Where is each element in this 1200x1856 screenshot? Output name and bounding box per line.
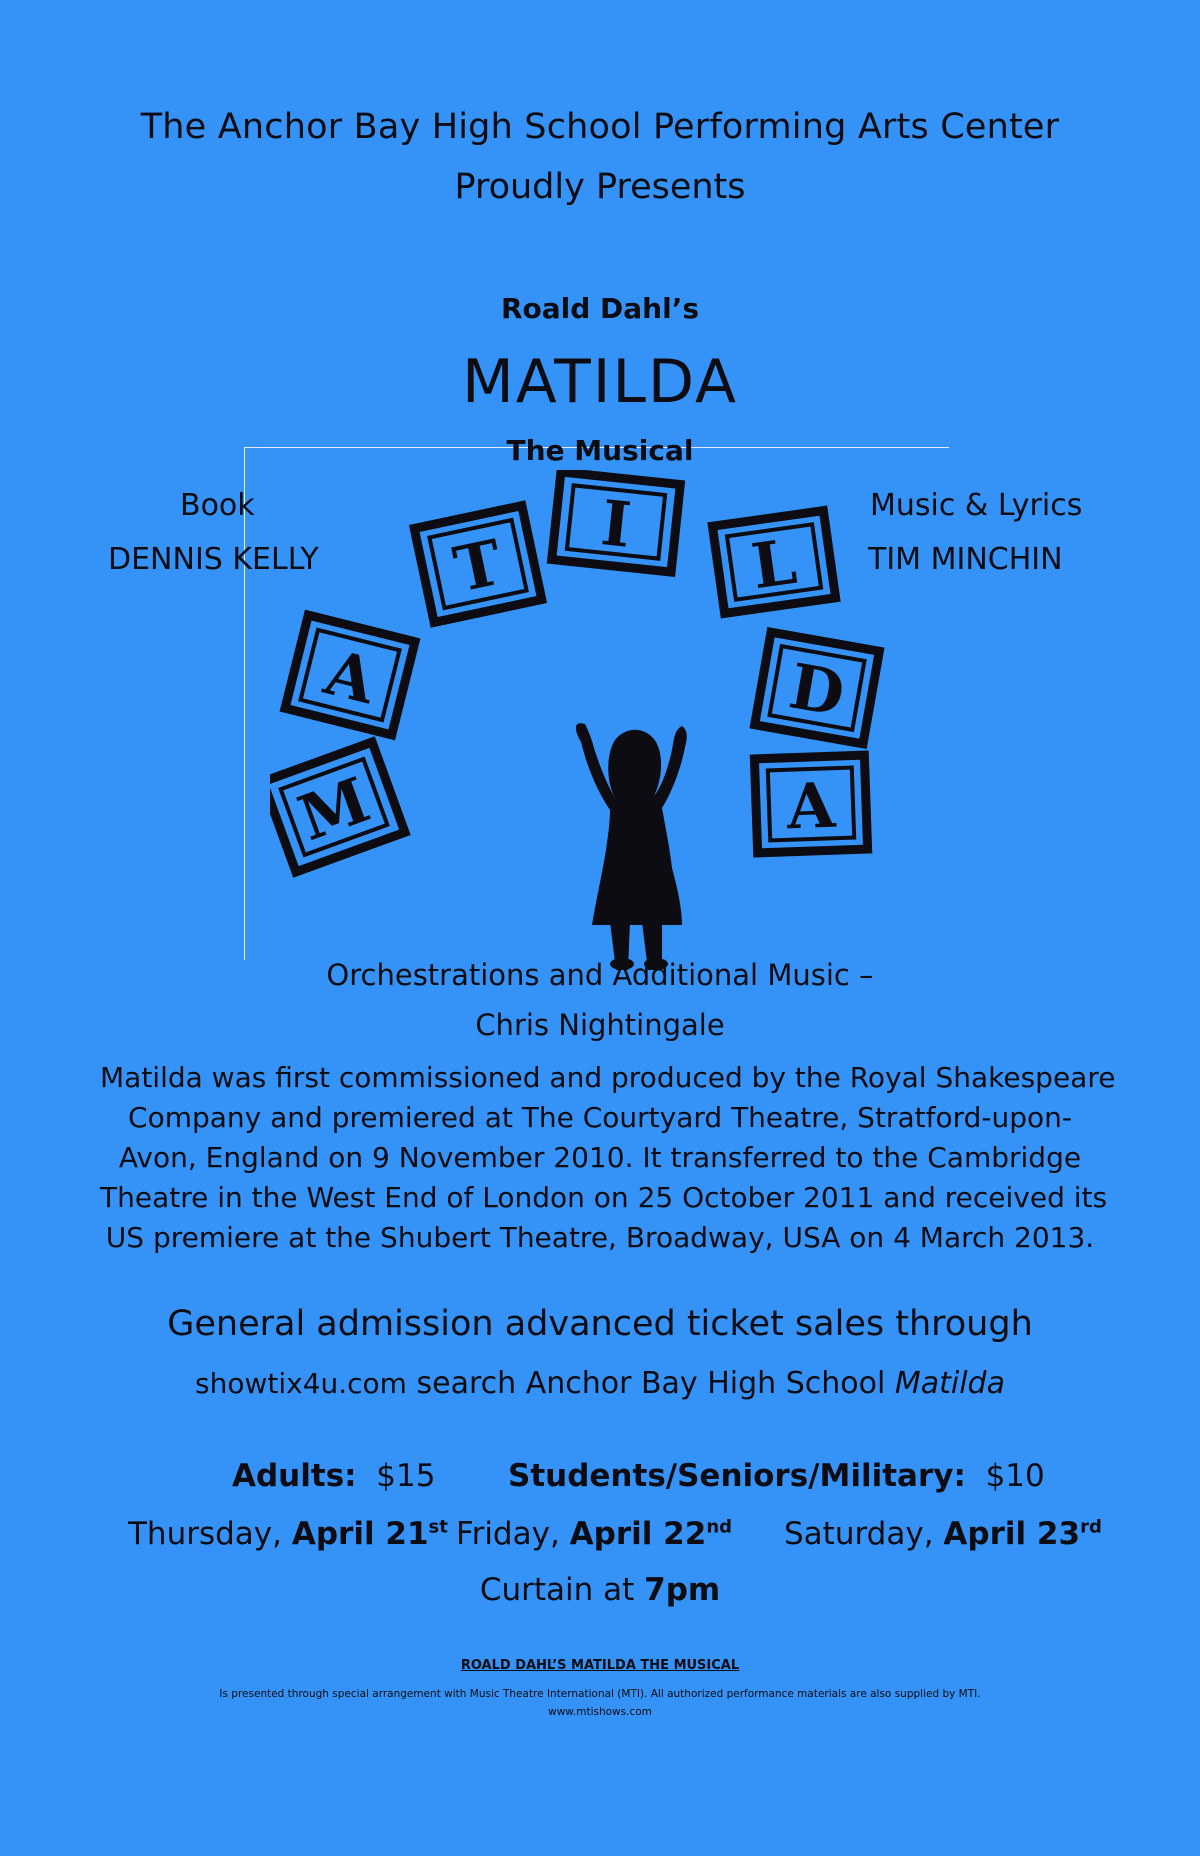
- adult-price-value: $15: [376, 1458, 436, 1494]
- adult-price: [232, 1458, 435, 1494]
- performance-date-3: [784, 1516, 1102, 1552]
- presents-line: Proudly Presents: [454, 167, 746, 207]
- show-title: MATILDA: [461, 347, 739, 417]
- history-line: Avon, England on 9 November 2010. It transferred to the Cambridge: [118, 1141, 1082, 1174]
- date-value: April 21: [291, 1516, 429, 1552]
- music-lyrics-label: Music & Lyrics: [870, 488, 1083, 523]
- history-line: Company and premiered at The Courtyard Theatre, Stratford-upon-: [128, 1101, 1072, 1134]
- history-line: US premiere at the Shubert Theatre, Broadway, USA on 4 March 2013.: [105, 1221, 1095, 1254]
- block-letter: I: [597, 486, 635, 562]
- performance-date-2: [456, 1516, 732, 1552]
- presenter-line: The Anchor Bay High School Performing Arts Center: [140, 107, 1060, 147]
- book-label: Book: [180, 488, 255, 523]
- date-suffix: st: [428, 1516, 448, 1538]
- show-subtitle: The Musical: [506, 434, 694, 467]
- date-day: Thursday,: [128, 1516, 292, 1552]
- date-value: April 23: [943, 1516, 1081, 1552]
- history-line: Matilda was first commissioned and produced by the Royal Shakespeare: [100, 1061, 1116, 1094]
- date-value: April 22: [569, 1516, 707, 1552]
- matilda-blocks-artwork: [270, 470, 910, 970]
- curtain-time: [0, 1572, 1200, 1608]
- block-letter: T: [447, 525, 509, 607]
- legal-notice: Is presented through special arrangement with Music Theatre International (MTI). All authorized performance materials are also supplied by MTI.: [219, 1688, 981, 1700]
- history-line: Theatre in the West End of London on 25 October 2011 and received its: [100, 1181, 1108, 1214]
- block-letter: A: [785, 768, 837, 844]
- block-letter: M: [289, 762, 379, 856]
- mti-website-link[interactable]: www.mtishows.com: [548, 1706, 652, 1718]
- show-author: Roald Dahl’s: [500, 292, 700, 325]
- book-author-name: DENNIS KELLY: [108, 542, 319, 577]
- search-title: Matilda: [894, 1366, 1005, 1401]
- date-day: Friday,: [456, 1516, 570, 1552]
- ticket-site-link[interactable]: showtix4u.com: [195, 1367, 407, 1400]
- legal-title: ROALD DAHL’S MATILDA THE MUSICAL: [460, 1658, 740, 1673]
- student-price-label: Students/Seniors/Military:: [508, 1458, 966, 1494]
- curtain-value: 7pm: [644, 1572, 721, 1608]
- search-text: search Anchor Bay High School: [406, 1366, 895, 1401]
- date-suffix: rd: [1080, 1516, 1102, 1538]
- ticket-search-line: [0, 1366, 1200, 1401]
- block-letter: L: [747, 524, 801, 604]
- date-day: Saturday,: [784, 1516, 944, 1552]
- girl-silhouette-icon: [576, 723, 687, 970]
- student-price-value: $10: [985, 1458, 1045, 1494]
- ticket-sales-line: General admission advanced ticket sales through: [167, 1304, 1033, 1344]
- production-history: [100, 1058, 1116, 1258]
- block-letter: A: [317, 635, 383, 719]
- student-price: [508, 1458, 1045, 1494]
- orchestrations-label: Orchestrations and Additional Music –: [326, 958, 874, 992]
- date-suffix: nd: [706, 1516, 733, 1538]
- music-author-name: TIM MINCHIN: [868, 542, 1063, 577]
- performance-date-1: [128, 1516, 448, 1552]
- curtain-label: Curtain at: [479, 1572, 645, 1608]
- block-letter: D: [784, 649, 850, 731]
- adult-price-label: Adults:: [232, 1458, 357, 1494]
- orchestrator-name: Chris Nightingale: [475, 1008, 725, 1042]
